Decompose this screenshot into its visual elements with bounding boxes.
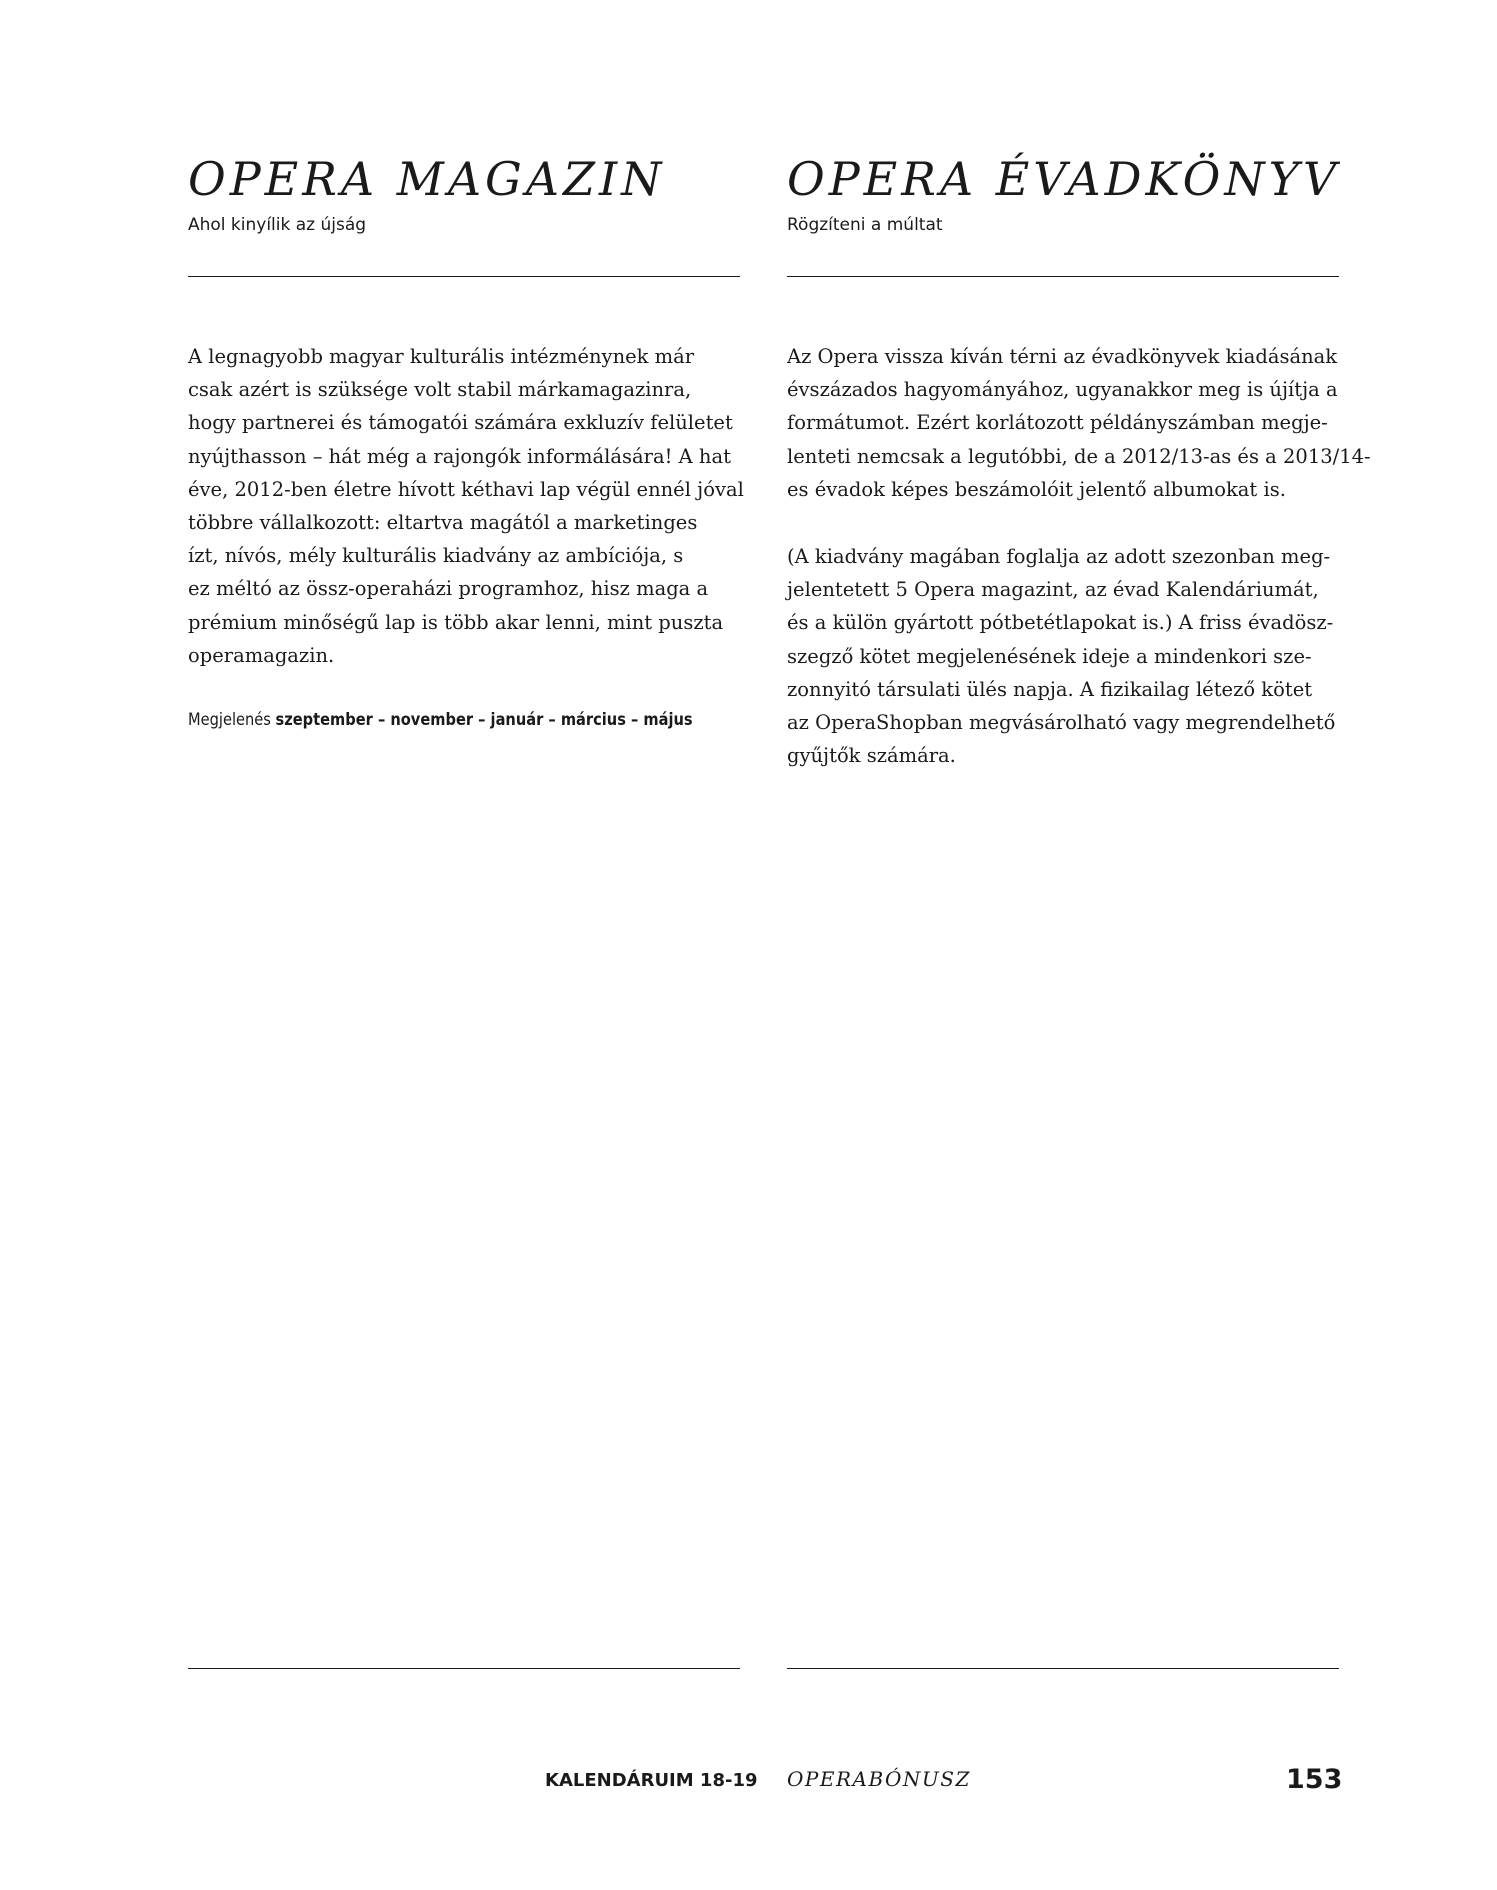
body-line: zonnyitó társulati ülés napja. A fizikailag létező kötet	[787, 677, 1313, 701]
body-line: hogy partnerei és támogatói számára exkluzív felületet	[188, 411, 733, 435]
body-line: prémium minőségű lap is több akar lenni, mint puszta	[188, 610, 724, 634]
issue-schedule	[188, 710, 693, 730]
left-bottom-divider	[188, 1668, 740, 1669]
right-subtitle: Rögzíteni a múltat	[787, 215, 943, 235]
body-line: ízt, nívós, mély kulturális kiadvány az ambíciója, s	[188, 544, 684, 568]
left-body-text	[188, 340, 748, 672]
body-line: évszázados hagyományához, ugyanakkor meg is újítja a	[787, 378, 1338, 402]
body-line: nyújthasson – hát még a rajongók informálására! A hat	[188, 444, 731, 468]
body-line: ez méltó az össz-operaházi programhoz, hisz maga a	[188, 577, 709, 601]
body-line: es évadok képes beszámolóit jelentő albumokat is.	[787, 477, 1286, 501]
right-bottom-divider	[787, 1668, 1339, 1669]
body-line: A legnagyobb magyar kulturális intézménynek már	[188, 345, 695, 368]
body-line: többre vállalkozott: eltartva magától a marketinges	[188, 511, 698, 535]
body-line: formátumot. Ezért korlátozott példányszámban megje-	[787, 411, 1328, 435]
body-line: csak azért is szüksége volt stabil márkamagazinra,	[188, 378, 692, 402]
body-line: szegző kötet megjelenésének ideje a mindenkori sze-	[787, 644, 1312, 668]
right-body-paragraph-2	[787, 540, 1347, 772]
body-line: Az Opera vissza kíván térni az évadkönyvek kiadásának	[787, 345, 1338, 368]
body-line: (A kiadvány magában foglalja az adott szezonban meg-	[787, 545, 1331, 568]
right-top-divider	[787, 276, 1339, 277]
body-line: gyűjtők számára.	[787, 744, 956, 768]
body-line: jelentetett 5 Opera magazint, az évad Kalendáriumát,	[787, 578, 1319, 602]
right-title: OPERA ÉVADKÖNYV	[787, 152, 1341, 206]
body-line: az OperaShopban megvásárolható vagy megrendelhető	[787, 711, 1336, 735]
left-subtitle: Ahol kinyílik az újság	[188, 215, 367, 235]
body-line: lenteti nemcsak a legutóbbi, de a 2012/13-as és a 2013/14-	[787, 444, 1371, 468]
body-line: és a külön gyártott pótbetétlapokat is.) A friss évadösz-	[787, 611, 1334, 635]
issue-label: Megjelenés	[188, 710, 271, 730]
body-line: operamagazin.	[188, 643, 335, 667]
right-body-paragraph-1	[787, 340, 1371, 506]
page-number: 153	[1286, 1764, 1343, 1795]
footer-publication: KALENDÁRUIM 18-19	[545, 1770, 758, 1791]
issue-months: szeptember – november – január – március – május	[275, 710, 693, 730]
footer-section: OPERABÓNUSZ	[787, 1767, 971, 1791]
body-line: éve, 2012-ben életre hívott kéthavi lap végül ennél jóval	[188, 477, 744, 501]
left-title: OPERA MAGAZIN	[188, 152, 666, 206]
left-top-divider	[188, 276, 740, 277]
